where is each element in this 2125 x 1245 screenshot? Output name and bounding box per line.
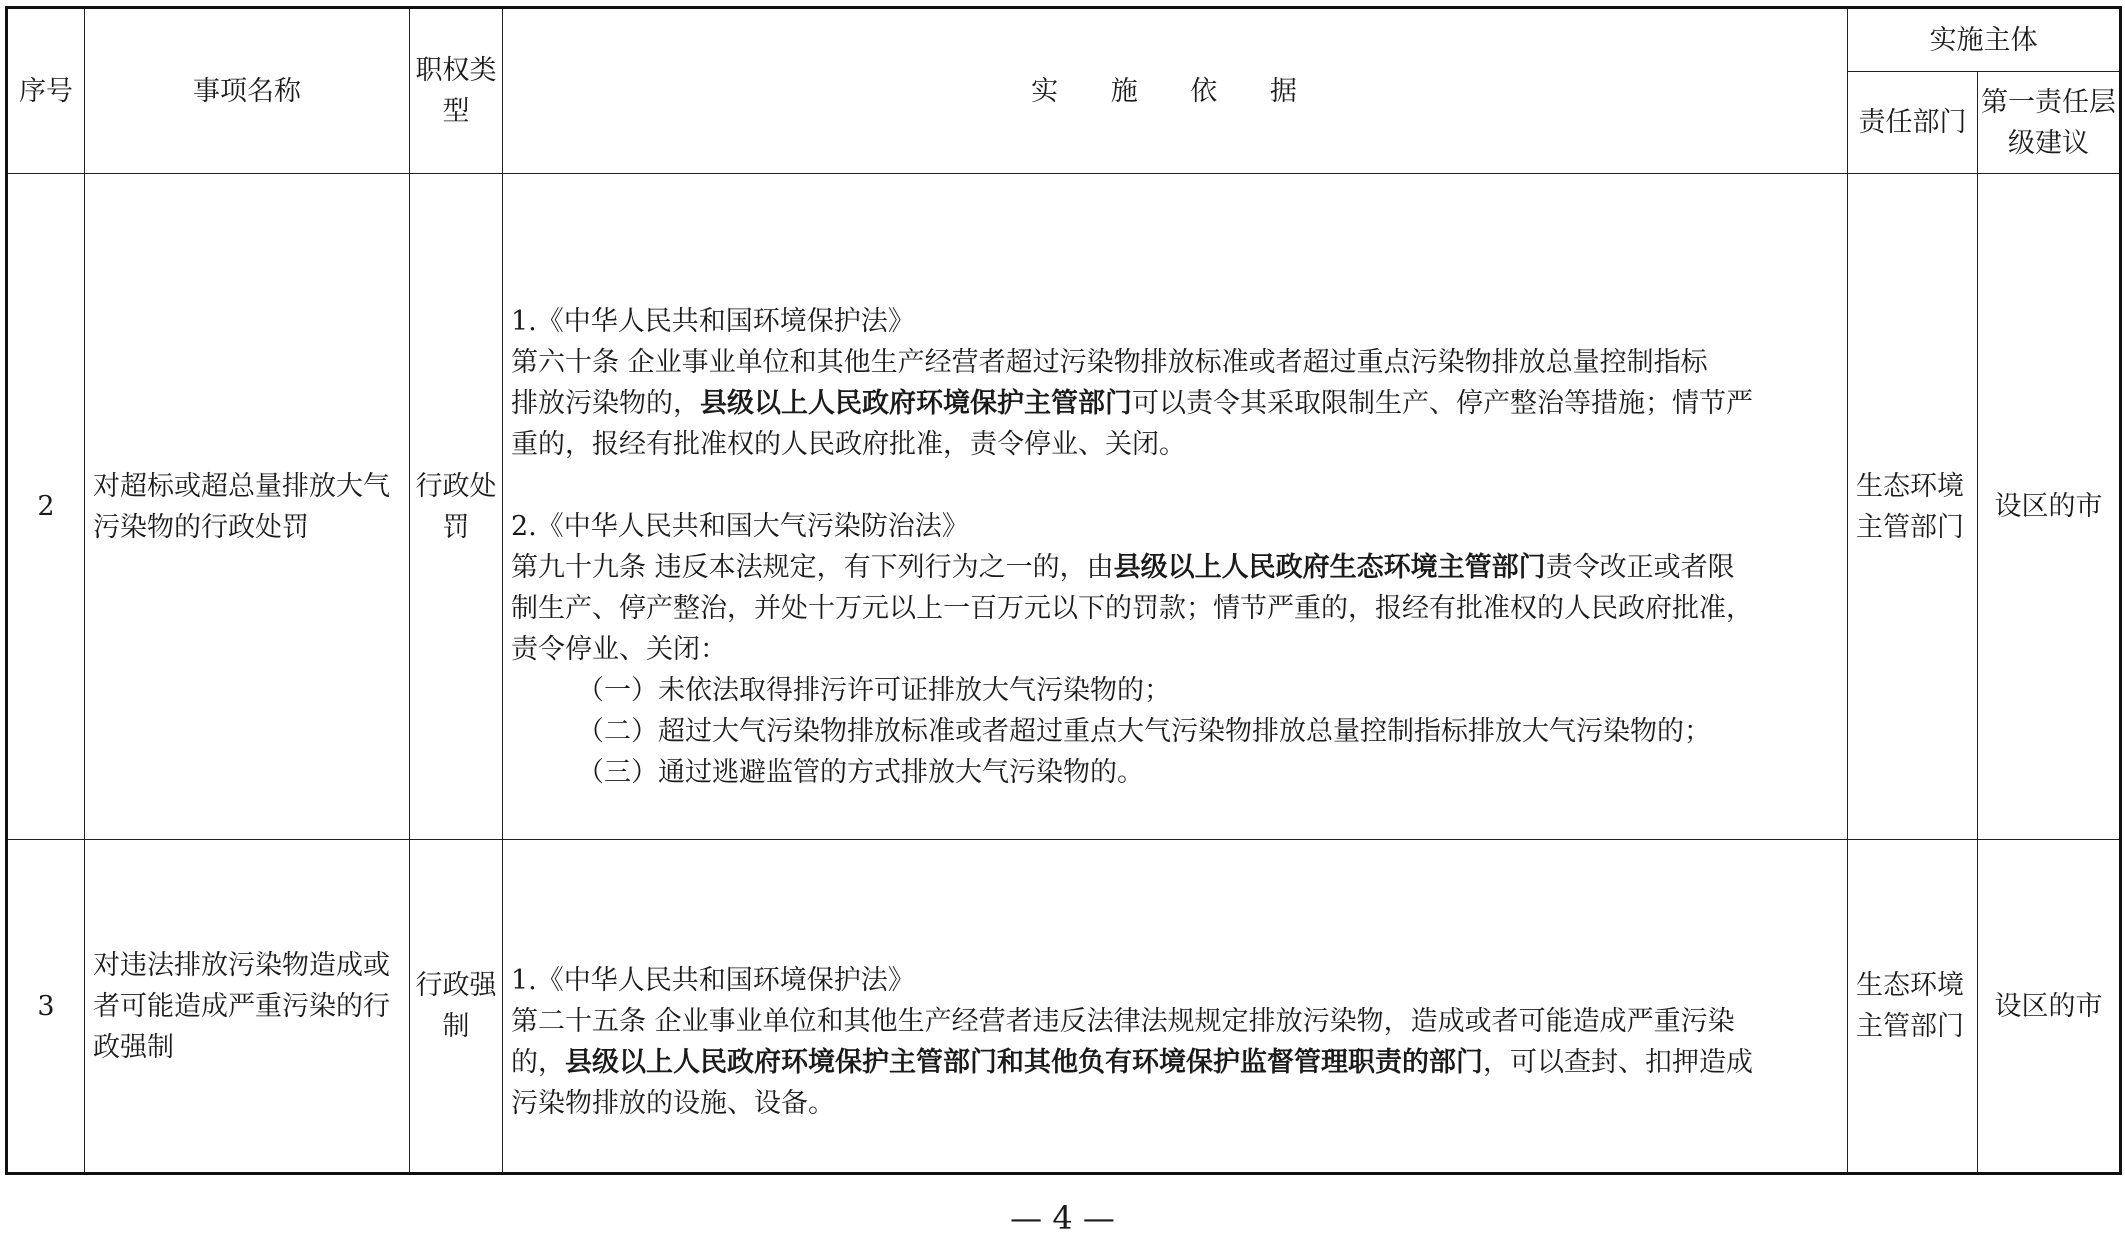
basis-line: 第六十条 企业事业单位和其他生产经营者超过污染物排放标准或者超过重点污染物排放总量控制指标 [511,347,1708,378]
row-item-name: 对违法排放污染物造成或者可能造成严重污染的行政强制 [85,840,410,1174]
table-row [7,840,2121,1174]
basis-line: 第二十五条 企业事业单位和其他生产经营者违反法律法规规定排放污染物，造成或者可能造成严重污染 [511,1006,1735,1037]
row-dept: 生态环境主管部门 [1848,174,1978,840]
basis-line: 第九十九条 违反本法规定，有下列行为之一的，由县级以上人民政府生态环境主管部门责令改正或者限 [511,552,1735,583]
basis-line: （三）通过逃避监管的方式排放大气污染物的。 [577,757,1144,788]
basis-line: （一）未依法取得排污许可证排放大气污染物的； [577,675,1171,706]
row-seq: 2 [7,174,85,840]
basis-line: 制生产、停产整治，并处十万元以上一百万元以下的罚款；情节严重的，报经有批准权的人民政府批准， [511,593,1753,624]
header-seq: 序号 [7,8,85,174]
emphasis-authority: 县级以上人民政府环境保护主管部门 [700,388,1132,419]
basis-line: （二）超过大气污染物排放标准或者超过重点大气污染物排放总量控制指标排放大气污染物的； [577,716,1711,747]
basis-line: 的，县级以上人民政府环境保护主管部门和其他负有环境保护监督管理职责的部门，可以查封、扣押造成 [511,1047,1753,1078]
row-item-name: 对超标或超总量排放大气污染物的行政处罚 [85,174,410,840]
row-basis [503,174,1848,840]
row-basis [503,840,1848,1174]
header-subject: 实施主体 [1848,8,2121,72]
row-level: 设区的市 [1978,174,2121,840]
page-number: — 4 — [1010,1199,1115,1237]
emphasis-authority: 县级以上人民政府生态环境主管部门 [1113,552,1546,583]
power-list-table [5,6,2122,1175]
header-dept: 责任部门 [1848,72,1978,174]
basis-line: 2.《中华人民共和国大气污染防治法》 [511,511,969,542]
basis-line: 重的，报经有批准权的人民政府批准，责令停业、关闭。 [511,429,1186,460]
header-basis: 实 施 依 据 [503,8,1848,174]
header-item-name: 事项名称 [85,8,410,174]
row-power-type: 行政处罚 [410,174,503,840]
basis-line: 污染物排放的设施、设备。 [511,1088,835,1119]
emphasis-authority: 县级以上人民政府环境保护主管部门和其他负有环境保护监督管理职责的部门 [565,1047,1483,1078]
basis-line: 排放污染物的，县级以上人民政府环境保护主管部门可以责令其采取限制生产、停产整治等措施；情节严 [511,388,1753,419]
row-level: 设区的市 [1978,840,2121,1174]
header-level: 第一责任层级建议 [1978,72,2121,174]
row-dept: 生态环境主管部门 [1848,840,1978,1174]
row-seq: 3 [7,840,85,1174]
header-power-type: 职权类型 [410,8,503,174]
table-row [7,174,2121,840]
basis-line: 责令停业、关闭： [511,634,727,665]
basis-line: 1.《中华人民共和国环境保护法》 [511,965,915,996]
row-power-type: 行政强制 [410,840,503,1174]
basis-line: 1.《中华人民共和国环境保护法》 [511,306,915,337]
